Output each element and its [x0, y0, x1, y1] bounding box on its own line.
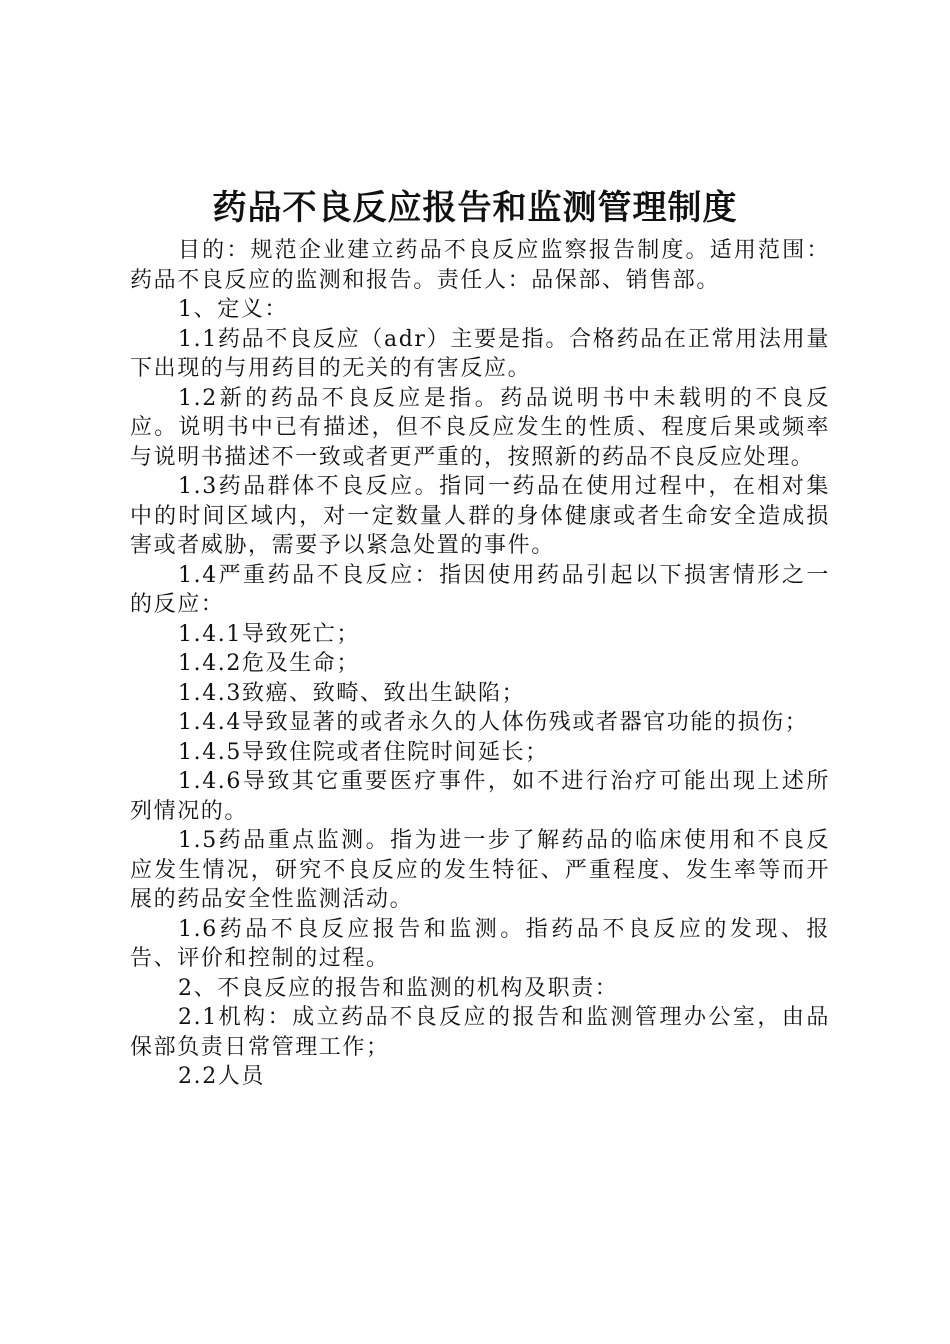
- paragraph-purpose: 目的：规范企业建立药品不良反应监察报告制度。适用范围：药品不良反应的监测和报告。责任人：品保部、销售部。: [130, 238, 830, 293]
- paragraph-1-4-1: 1.4.1导致死亡；: [178, 621, 360, 647]
- paragraph-1-6: 1.6药品不良反应报告和监测。指药品不良反应的发现、报告、评价和控制的过程。: [130, 916, 830, 971]
- paragraph-1-4-6: 1.4.6导致其它重要医疗事件，如不进行治疗可能出现上述所列情况的。: [130, 769, 830, 824]
- paragraph-1-4: 1.4严重药品不良反应：指因使用药品引起以下损害情形之一的反应：: [130, 562, 830, 617]
- document-title: 药品不良反应报告和监测管理制度: [212, 188, 738, 228]
- paragraph-1-4-2: 1.4.2危及生命；: [178, 651, 360, 676]
- paragraph-2-2: 2.2人员: [178, 1064, 265, 1089]
- paragraph-1-4-4: 1.4.4导致显著的或者永久的人体伤残或者器官功能的损伤；: [178, 710, 809, 735]
- paragraph-1-3: 1.3药品群体不良反应。指同一药品在使用过程中，在相对集中的时间区域内，对一定数量人群的身体健康或者生命安全造成损害或者威胁，需要予以紧急处置的事件。: [130, 474, 830, 558]
- paragraph-1-4-3: 1.4.3致癌、致畸、致出生缺陷；: [178, 680, 526, 706]
- paragraph-1-1: 1.1药品不良反应（adr）主要是指。合格药品在正常用法用量下出现的与用药目的无关的有害反应。: [130, 326, 830, 381]
- document-body: [130, 236, 830, 1092]
- paragraph-section-1-heading: 1、定义：: [178, 297, 288, 322]
- paragraph-1-2: 1.2新的药品不良反应是指。药品说明书中未载明的不良反应。说明书中已有描述，但不良反应发生的性质、程度后果或频率与说明书描述不一致或者更严重的，按照新的药品不良反应处理。: [130, 385, 830, 470]
- paragraph-1-5: 1.5药品重点监测。指为进一步了解药品的临床使用和不良反应发生情况，研究不良反应的发生特征、严重程度、发生率等而开展的药品安全性监测活动。: [130, 828, 830, 912]
- paragraph-2-1: 2.1机构：成立药品不良反应的报告和监测管理办公室，由品保部负责日常管理工作；: [130, 1005, 830, 1060]
- paragraph-1-4-5: 1.4.5导致住院或者住院时间延长；: [178, 739, 549, 765]
- paragraph-section-2-heading: 2、不良反应的报告和监测的机构及职责：: [178, 975, 619, 1001]
